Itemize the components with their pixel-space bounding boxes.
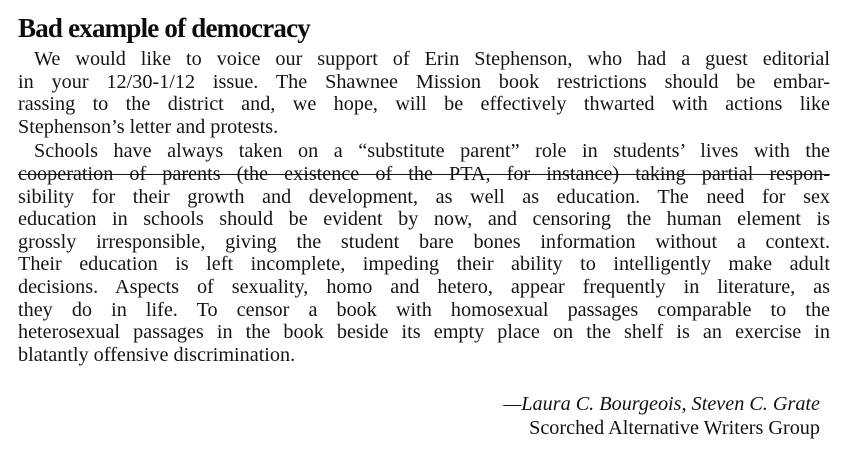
paragraph-2	[18, 140, 830, 366]
text-line: cooperation of parents (the existence of the PTA, for instance) taking partial respon-	[18, 162, 830, 185]
text-line: Schools have always taken on a “substitute parent” role in students’ lives with the	[34, 140, 830, 163]
letter-body	[18, 48, 830, 366]
signature-names: —Laura C. Bourgeois, Steven C. Grate	[503, 393, 820, 415]
text-line: they do in life. To censor a book with homosexual passages comparable to the	[18, 298, 830, 321]
text-line: Stephenson’s letter and protests.	[18, 115, 279, 138]
text-line: rassing to the district and, we hope, will be effectively thwarted with actions like	[18, 93, 830, 116]
text-line: decisions. Aspects of sexuality, homo and hetero, appear frequently in literature, as	[18, 275, 830, 298]
text-line: grossly irresponsible, giving the student bare bones information without a context.	[18, 230, 830, 253]
text-line: Their education is left incomplete, impeding their ability to intelligently make adult	[18, 253, 830, 276]
text-line: in your 12/30-1/12 issue. The Shawnee Mission book restrictions should be embar-	[18, 70, 830, 93]
signature-group: Scorched Alternative Writers Group	[529, 417, 820, 439]
text-line: sibility for their growth and development, as well as education. The need for sex	[18, 185, 830, 208]
signature-block	[503, 392, 820, 440]
text-line: education in schools should be evident by now, and censoring the human element is	[18, 208, 830, 231]
letter-article	[18, 12, 830, 368]
text-line: blatantly offensive discrimination.	[18, 343, 296, 366]
paragraph-1	[18, 48, 830, 138]
text-line: heterosexual passages in the book beside its empty place on the shelf is an exercise in	[18, 321, 830, 344]
text-line: We would like to voice our support of Erin Stephenson, who had a guest editorial	[34, 48, 830, 70]
headline: Bad example of democracy	[18, 13, 310, 43]
